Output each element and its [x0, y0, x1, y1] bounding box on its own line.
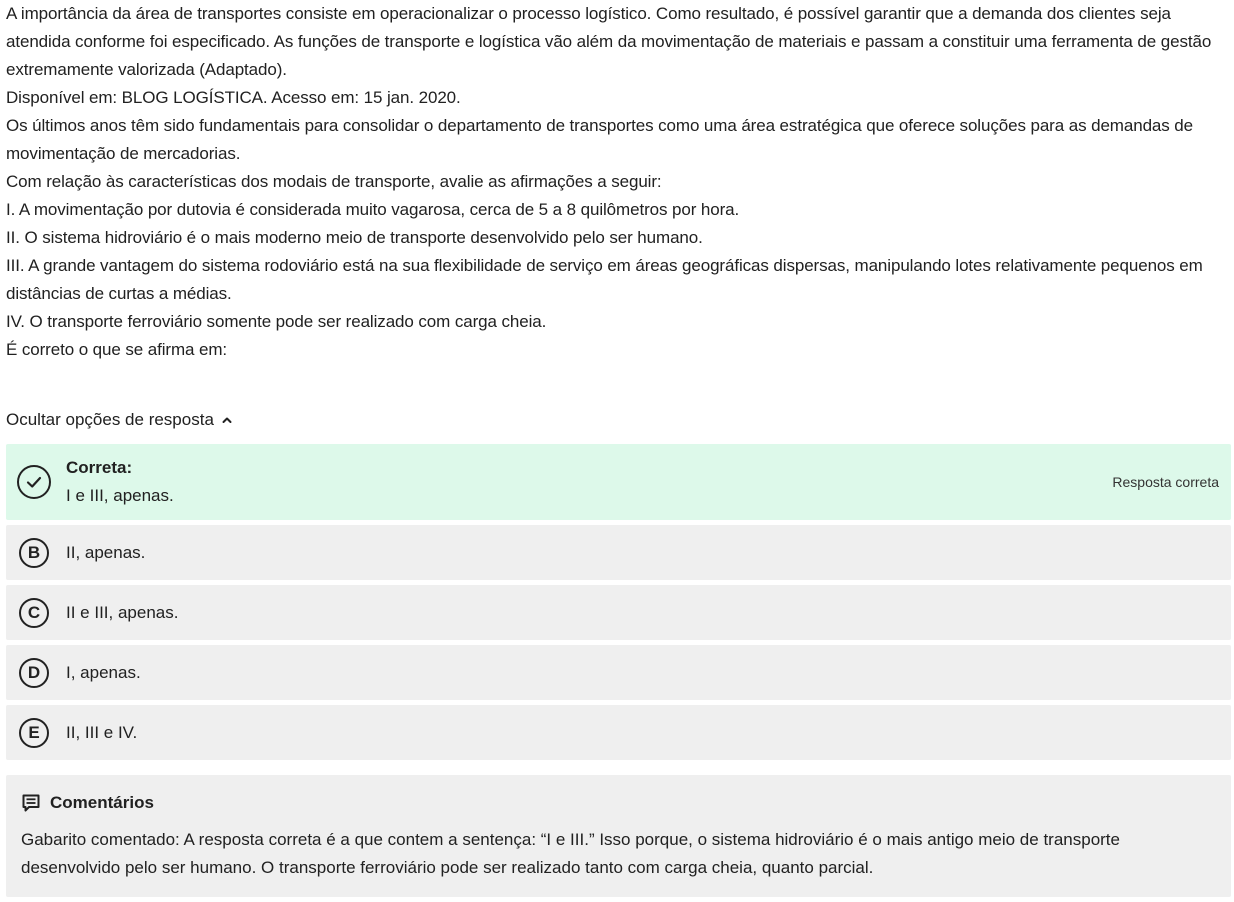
option-a-text: I e III, apenas. — [66, 486, 174, 505]
comments-title: Comentários — [50, 793, 154, 812]
option-c-text: II e III, apenas. — [66, 602, 179, 622]
option-b-text: II, apenas. — [66, 542, 146, 562]
option-d-letter: D — [19, 658, 49, 688]
comment-icon — [21, 793, 41, 813]
correct-answer-badge: Resposta correta — [1112, 474, 1219, 490]
question-source: Disponível em: BLOG LOGÍSTICA. Acesso em: 15 jan. 2020. — [6, 88, 461, 107]
option-b-letter: B — [19, 538, 49, 568]
statement-ii: II. O sistema hidroviário é o mais moderno meio de transporte desenvolvido pelo ser humano. — [6, 228, 703, 247]
option-d[interactable] — [6, 645, 1231, 700]
option-e[interactable] — [6, 705, 1231, 760]
option-c[interactable] — [6, 585, 1231, 640]
comments-header — [21, 791, 154, 815]
question-paragraph: A importância da área de transportes consiste em operacionalizar o processo logístico. Como resultado, é possível garantir que a demanda dos clientes seja atendida conforme foi especificado. As funções de transporte e logística vão além da movimentação de materiais e passam a constituir uma ferramenta de gestão extremamente valorizada (Adaptado). — [6, 4, 1212, 79]
statement-iv: IV. O transporte ferroviário somente pode ser realizado com carga cheia. — [6, 312, 547, 331]
statement-iii: III. A grande vantagem do sistema rodoviário está na sua flexibilidade de serviço em áreas geográficas dispersas, manipulando lotes relativamente pequenos em distâncias de curtas a médias. — [6, 256, 1203, 303]
answer-options — [6, 444, 1231, 765]
option-d-text: I, apenas. — [66, 662, 141, 682]
option-b[interactable] — [6, 525, 1231, 580]
question-statement — [6, 0, 1228, 364]
chevron-up-icon — [220, 413, 234, 427]
comments-panel — [6, 775, 1231, 897]
check-circle-icon — [17, 465, 51, 499]
toggle-label: Ocultar opções de resposta — [6, 410, 214, 429]
question-ask: É correto o que se afirma em: — [6, 340, 228, 359]
question-prompt: Com relação às características dos modais de transporte, avalie as afirmações a seguir: — [6, 172, 662, 191]
statement-i: I. A movimentação por dutovia é considerada muito vagarosa, cerca de 5 a 8 quilômetros por hora. — [6, 200, 740, 219]
comments-body: Gabarito comentado: A resposta correta é a que contem a sentença: “I e III.” Isso porque, o sistema hidroviário é o mais antigo meio de transporte desenvolvido pelo ser humano. O transporte ferroviário pode ser realizado tanto com carga cheia, quanto parcial. — [21, 830, 1120, 877]
option-c-letter: C — [19, 598, 49, 628]
question-paragraph: Os últimos anos têm sido fundamentais para consolidar o departamento de transportes como uma área estratégica que oferece soluções para as demandas de movimentação de mercadorias. — [6, 116, 1194, 163]
correct-label: Correta: — [66, 458, 133, 477]
option-e-letter: E — [19, 718, 49, 748]
option-a-content — [66, 454, 174, 510]
option-a-correct[interactable] — [6, 444, 1231, 520]
hide-answer-options-toggle[interactable] — [6, 406, 234, 434]
option-e-text: II, III e IV. — [66, 722, 138, 742]
